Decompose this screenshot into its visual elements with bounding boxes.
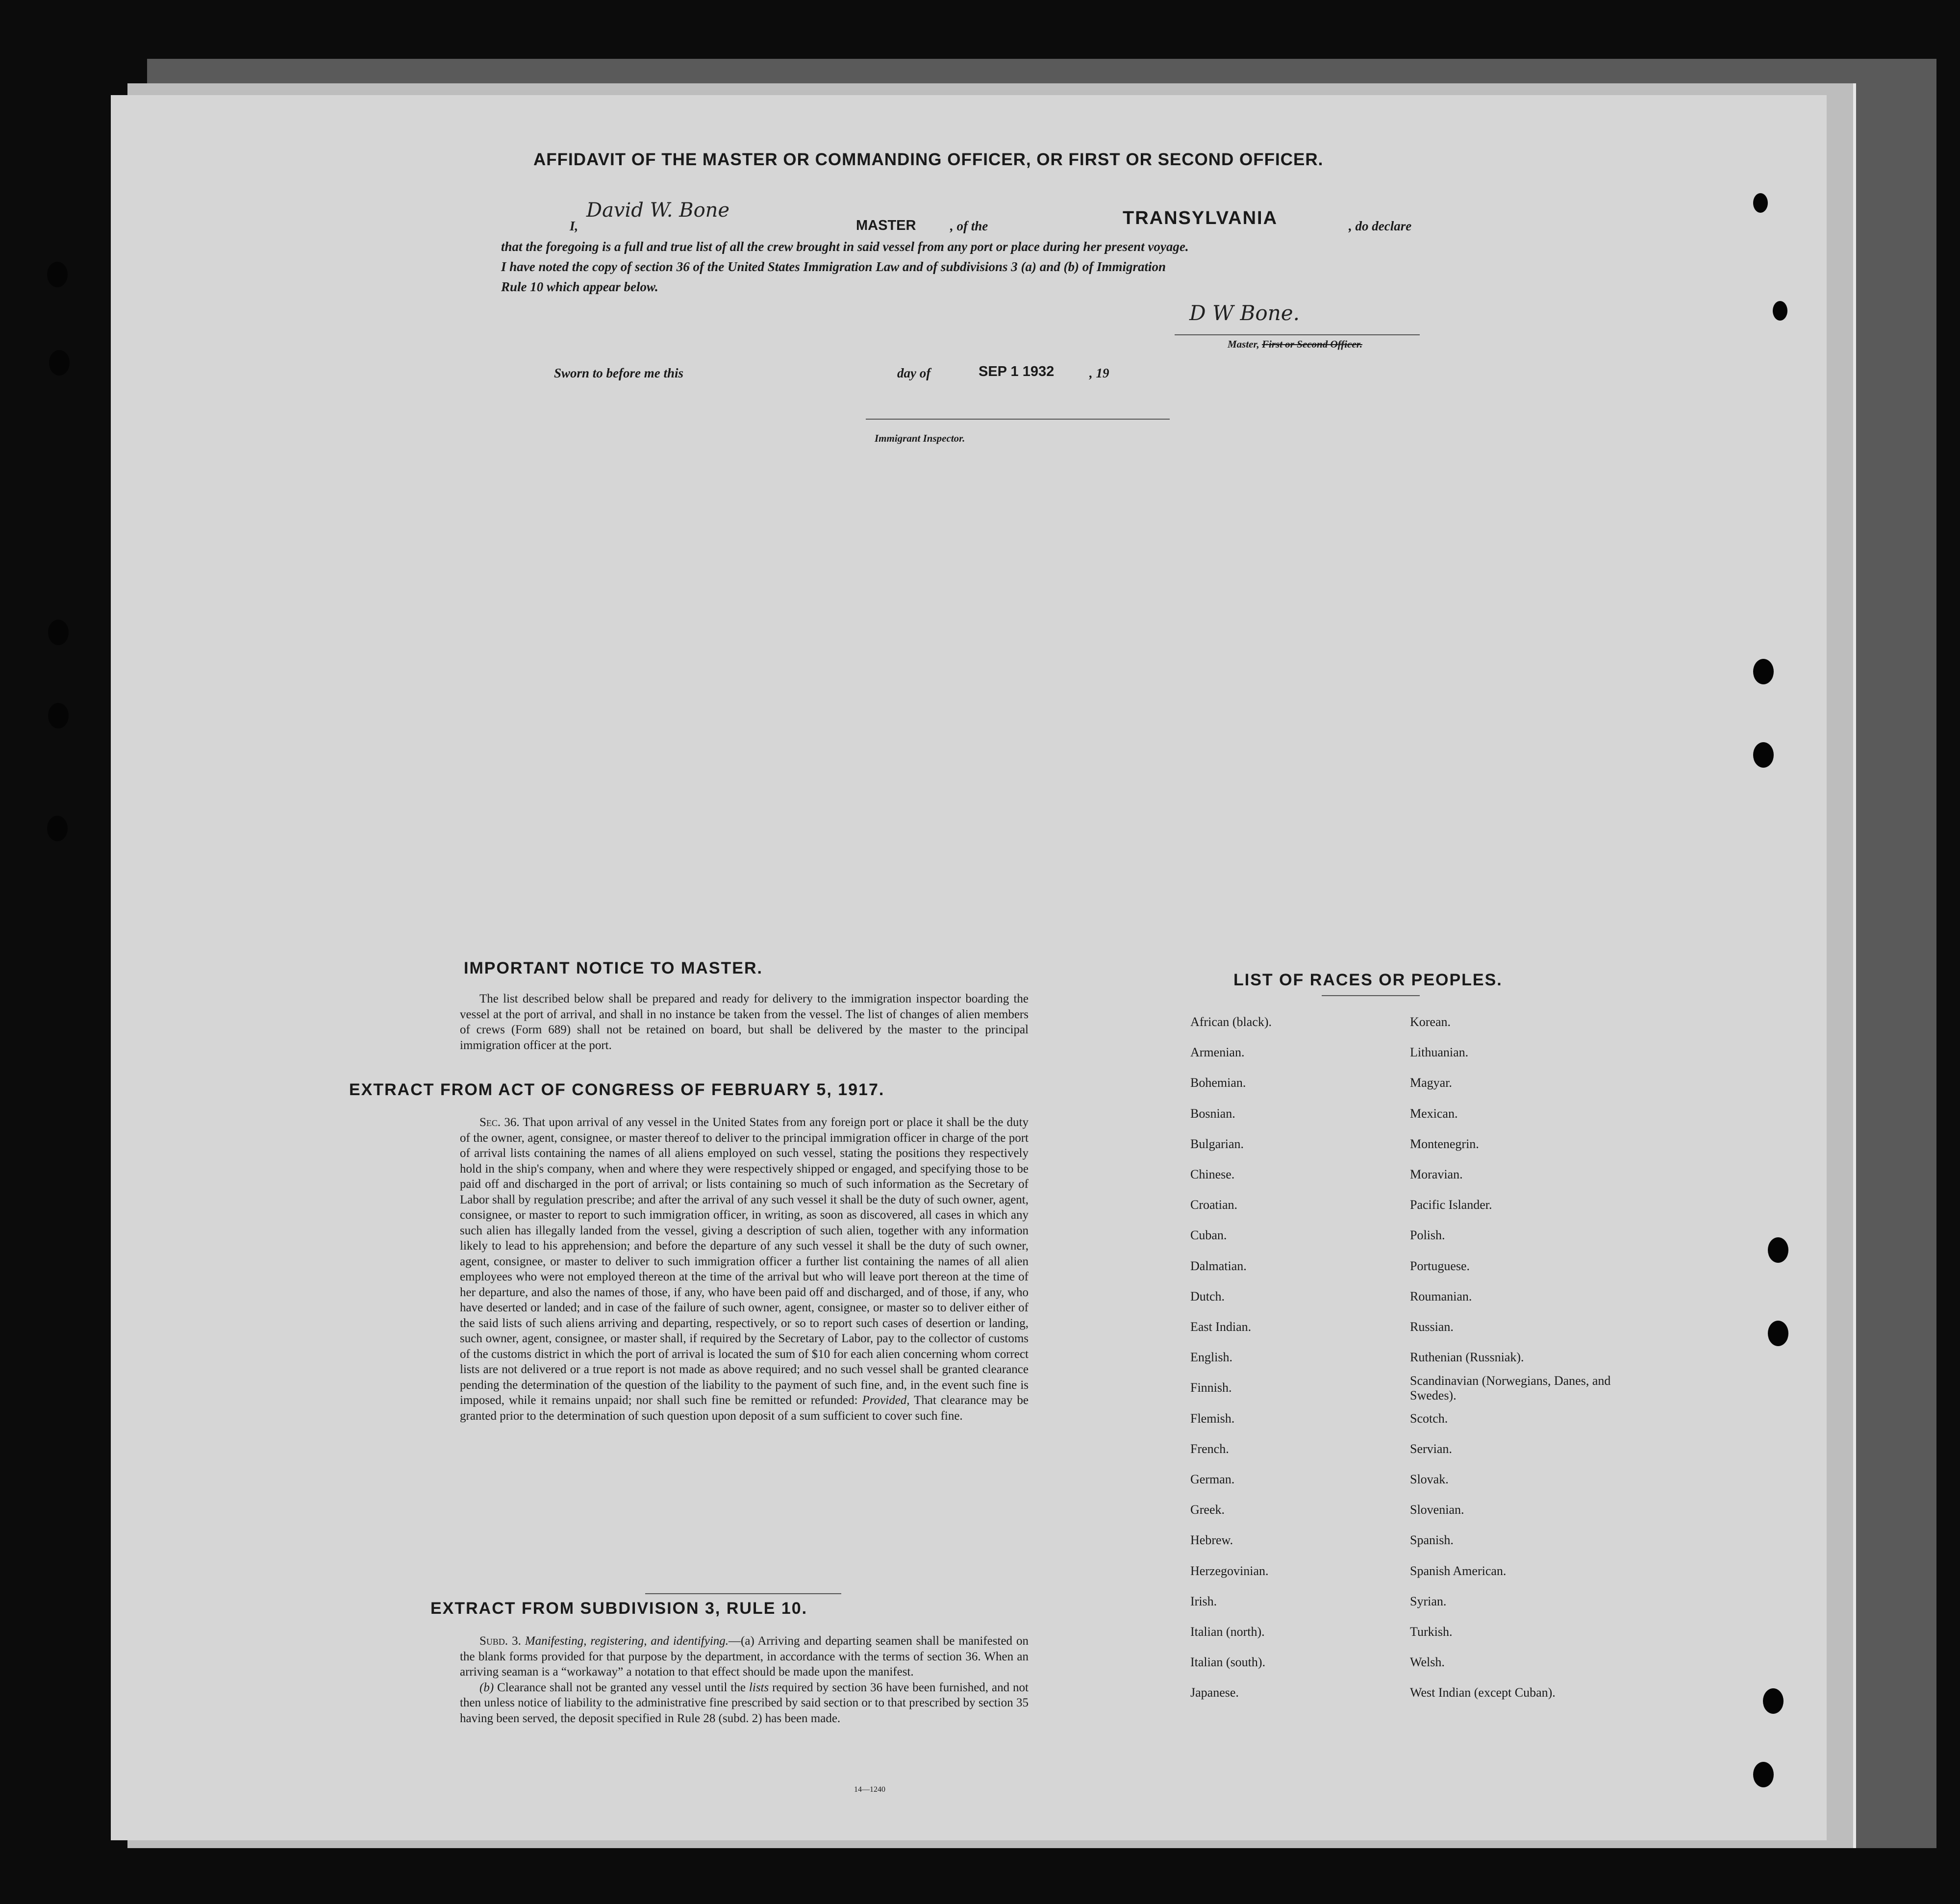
rule-extract-title: EXTRACT FROM SUBDIVISION 3, RULE 10. [430, 1599, 808, 1618]
race-item: German. [1190, 1472, 1235, 1486]
race-item: Scandinavian (Norwegians, Danes, and Swedes). [1410, 1374, 1611, 1403]
race-item: Dalmatian. [1190, 1258, 1247, 1273]
punch-hole [1753, 659, 1774, 684]
punch-hole [47, 816, 68, 841]
race-item: Mexican. [1410, 1106, 1458, 1121]
officer-caption-master: Master, [1228, 338, 1259, 350]
affidavit-line-3: I have noted the copy of section 36 of the United States Immigration Law and of subdivisions 3 (a) and (b) of Immigration [501, 259, 1166, 274]
race-item: Cuban. [1190, 1228, 1227, 1243]
officer-signature: D W Bone. [1189, 301, 1300, 325]
inspector-signature-line [866, 419, 1170, 420]
race-item: Montenegrin. [1410, 1136, 1479, 1151]
subd-a-label: —(a) [729, 1634, 754, 1648]
race-item: Pacific Islander. [1410, 1198, 1492, 1212]
declarant-signature: David W. Bone [586, 199, 730, 222]
race-item: Spanish American. [1410, 1563, 1507, 1578]
subd-b-label: (b) [479, 1680, 494, 1694]
act-section-label: Sec. 36. [479, 1116, 520, 1129]
race-item: Slovak. [1410, 1472, 1449, 1486]
race-item: African (black). [1190, 1015, 1272, 1029]
punch-hole [1773, 301, 1787, 321]
act-provided: Provided, [862, 1394, 910, 1407]
race-item: Hebrew. [1190, 1533, 1233, 1548]
race-item: Finnish. [1190, 1380, 1232, 1395]
subd-b-lists: lists [749, 1680, 769, 1694]
race-item: Bosnian. [1190, 1106, 1235, 1121]
race-item: Herzegovinian. [1190, 1563, 1269, 1578]
subd-heading: Manifesting, registering, and identifying. [525, 1634, 729, 1648]
affidavit-title: AFFIDAVIT OF THE MASTER OR COMMANDING OFFICER, OR FIRST OR SECOND OFFICER. [533, 150, 1324, 169]
race-item: Chinese. [1190, 1167, 1235, 1181]
subd-label: Subd. 3. [479, 1634, 521, 1648]
race-item: Polish. [1410, 1228, 1445, 1243]
date-stamp: SEP 1 1932 [979, 364, 1055, 379]
race-item: Italian (south). [1190, 1655, 1266, 1670]
act-section-text: That upon arrival of any vessel in the United States from any foreign port or place it shall be the duty of the owner, agent, consignee, or master thereof to deliver to the principal immigration officer in charge of the port of arrival lists containing the names of all aliens employed on such vessel, stating the positions they respectively hold in the ship's company, when and where they were respectively shipped or engaged, and specifying those to be paid off and discharged in the port of arrival; or lists containing so much of such information as the Secretary of Labor shall by regulation prescribe; and after the arrival of any such vessel it shall be the duty of such owner, agent, consignee, or master to report to such immigration officer, in writing, as soon as discovered, all cases in which any such alien has illegally landed from the vessel, giving a description of such alien, together with any information likely to lead to his apprehension; and before the departure of any such vessel it shall be the duty of such owner, agent, consignee, or master to deliver to such immigration officer a further list containing the names of all alien employees who were not employed thereon at the time of the arrival but who will leave port thereon at the time of her departure, and also the names of those, if any, who have been paid off and discharged, and of those, if any, who have deserted or landed; and in case of the failure of such owner, agent, consignee, or master so to deliver either of the said lists of such aliens arriving and departing, respectively, or so to report such cases of desertion or landing, such owner, agent, consignee, or master shall, if required by the Secretary of Labor, pay to the collector of customs of the customs district in which the port of arrival is located the sum of $10 for each alien concerning whom correct lists are not delivered or a true report is not made as above required; and no such vessel shall be granted clearance pending the determination of the question of the liability to the payment of such fine, and, in the event such fine is imposed, while it remains unpaid; nor shall such fine be remitted or refunded: [460, 1116, 1029, 1407]
race-item: Lithuanian. [1410, 1045, 1469, 1060]
rule-extract-body [460, 1633, 1029, 1726]
day-of-label: day of [897, 366, 931, 380]
race-item: Russian. [1410, 1320, 1454, 1334]
races-title-underline [1322, 995, 1420, 996]
race-item: Bulgarian. [1190, 1136, 1244, 1151]
inspector-caption: Immigrant Inspector. [875, 432, 965, 444]
race-item: Magyar. [1410, 1076, 1452, 1090]
punch-hole [1753, 742, 1774, 768]
act-extract-title: EXTRACT FROM ACT OF CONGRESS OF FEBRUARY 5, 1917. [349, 1080, 885, 1099]
affidavit-line-2: that the foregoing is a full and true list of all the crew brought in said vessel from any port or place during her present voyage. [501, 239, 1189, 254]
of-the-label: , of the [950, 219, 988, 233]
race-item: Flemish. [1190, 1411, 1235, 1426]
race-item: Greek. [1190, 1503, 1225, 1517]
punch-hole [49, 350, 70, 376]
rank-stamp: MASTER [856, 218, 916, 233]
race-item: Roumanian. [1410, 1289, 1472, 1303]
race-item: Ruthenian (Russniak). [1410, 1350, 1524, 1365]
races-title: LIST OF RACES OR PEOPLES. [1233, 971, 1503, 989]
punch-hole [1763, 1688, 1784, 1714]
race-item: Syrian. [1410, 1594, 1447, 1608]
race-item: Scotch. [1410, 1411, 1448, 1426]
notice-text: The list described below shall be prepared and ready for delivery to the immigration inspector boarding the vessel at the port of arrival, and shall in no instance be taken from the vessel. The list of changes of alien members of crews (Form 689) shall not be retained on board, but shall be delivered by the master to the principal immigration officer at the port. [460, 992, 1029, 1052]
officer-caption [1228, 338, 1362, 351]
race-item: Korean. [1410, 1015, 1451, 1029]
race-item: Italian (north). [1190, 1625, 1265, 1639]
race-item: Armenian. [1190, 1045, 1245, 1060]
race-item: West Indian (except Cuban). [1410, 1685, 1556, 1700]
act-section-text-end: That clearance may be granted prior to the determination of such question upon deposit of a sum sufficient to cover such fine. [460, 1394, 1029, 1423]
year-suffix: , 19 [1089, 366, 1109, 380]
form-number: 14—1240 [854, 1785, 885, 1794]
punch-hole [1768, 1237, 1788, 1263]
subd-b-text-1: Clearance shall not be granted any vessel until the [497, 1680, 746, 1694]
rule-title-underline-top [645, 1593, 841, 1594]
punch-hole [47, 262, 68, 287]
punch-hole [1768, 1321, 1788, 1346]
race-item: East Indian. [1190, 1320, 1252, 1334]
sworn-label: Sworn to before me this [554, 366, 684, 380]
race-item: Irish. [1190, 1594, 1217, 1608]
officer-caption-struck: First or Second Officer. [1262, 338, 1362, 350]
race-item: Servian. [1410, 1441, 1452, 1456]
race-item: Croatian. [1190, 1198, 1238, 1212]
race-item: French. [1190, 1441, 1229, 1456]
punch-hole [48, 620, 69, 645]
race-item: Dutch. [1190, 1289, 1225, 1303]
vessel-name: TRANSYLVANIA [1123, 208, 1278, 228]
signature-line [1175, 334, 1420, 335]
punch-hole [48, 703, 69, 728]
race-item: Bohemian. [1190, 1076, 1246, 1090]
race-item: Slovenian. [1410, 1503, 1464, 1517]
notice-title: IMPORTANT NOTICE TO MASTER. [464, 959, 763, 977]
declare-label: , do declare [1349, 219, 1412, 233]
race-item: English. [1190, 1350, 1232, 1365]
subd-b-text-2: required by section 36 have been furnished, and not then unless notice of liability to the administrative fine prescribed by said section or to that prescribed by section 35 having been served, the deposit specified in Rule 28 (subd. 2) has been made. [460, 1680, 1029, 1725]
race-item: Japanese. [1190, 1685, 1239, 1700]
punch-hole [1753, 1762, 1774, 1787]
race-item: Portuguese. [1410, 1258, 1470, 1273]
document-page [111, 95, 1827, 1840]
race-item: Turkish. [1410, 1625, 1453, 1639]
act-extract-body [460, 1115, 1029, 1424]
declarant-prefix: I, [570, 219, 578, 233]
race-item: Spanish. [1410, 1533, 1454, 1548]
race-item: Moravian. [1410, 1167, 1463, 1181]
affidavit-line-4: Rule 10 which appear below. [501, 279, 658, 294]
race-item: Welsh. [1410, 1655, 1445, 1670]
subd-a-text: Arriving and departing seamen shall be manifested on the blank forms provided for that purpose by the department, in accordance with the terms of section 36. When an arriving seaman is a “workaway” a notation to that effect should be made upon the manifest. [460, 1634, 1029, 1679]
punch-hole [1753, 193, 1768, 213]
